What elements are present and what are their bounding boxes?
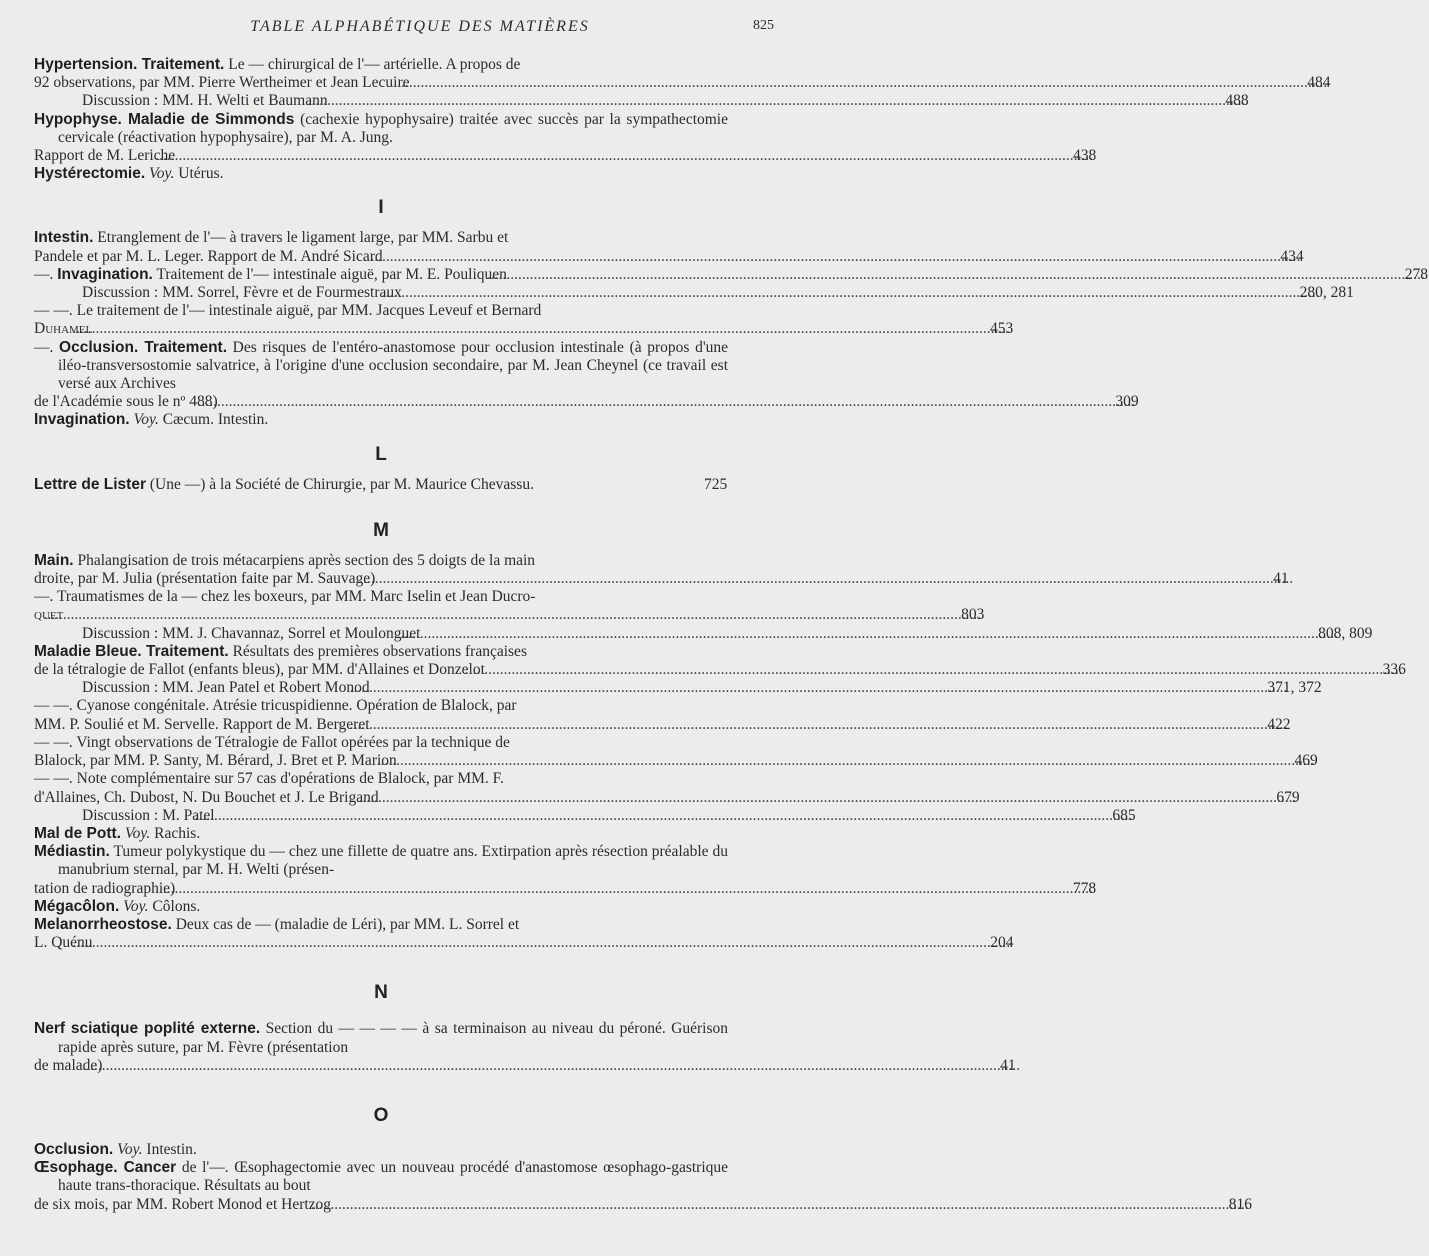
leader-line: quet ..... 803 bbox=[58, 606, 728, 624]
entry-text: de la tétralogie de Fallot (enfants bleus), par MM. d'Allaines et Donzelot bbox=[34, 661, 485, 679]
entry-keyword: Lettre de Lister bbox=[34, 475, 146, 493]
entry-text: Pandele et par M. L. Leger. Rapport de M. André Sicard bbox=[34, 247, 383, 265]
entry-keyword: Main. bbox=[34, 551, 74, 569]
voy-label: Voy. bbox=[123, 897, 149, 915]
leader-line: de six mois, par MM. Robert Monod et Hertzog ..... 816 bbox=[58, 1196, 728, 1214]
entry-text: d'Allaines, Ch. Dubost, N. Du Bouchet et J. Le Brigand bbox=[34, 788, 379, 806]
entry-cyanose bbox=[34, 697, 1291, 733]
leader-line: Pandele et par M. L. Leger. Rapport de M. André Sicard ..... 434 bbox=[58, 248, 728, 266]
entry-text: Cæcum. Intestin. bbox=[162, 411, 269, 429]
section-letter-l: L bbox=[375, 443, 387, 465]
entry-text: Discussion : MM. H. Welti et Baumann bbox=[82, 92, 328, 110]
entry-maladie-bleue bbox=[34, 642, 1406, 698]
entry-oesophage bbox=[34, 1159, 1253, 1214]
entry-text: tation de radiographie) bbox=[34, 879, 176, 897]
entry-mediastin bbox=[34, 843, 1097, 898]
entry-text: Côlons. bbox=[152, 897, 201, 915]
entry-main bbox=[34, 551, 1289, 588]
entry-text: Duhamel bbox=[34, 320, 93, 338]
entry-keyword: Invagination. bbox=[34, 411, 130, 429]
entry-occlusion bbox=[34, 338, 1139, 412]
entry-text: Discussion : MM. J. Chavannaz, Sorrel et Moulonguet bbox=[82, 624, 421, 642]
page-ref: 280, 281 bbox=[1299, 284, 1354, 302]
discussion-line bbox=[58, 284, 1354, 302]
entry-occlusion-voy bbox=[34, 1141, 728, 1159]
entry-melanorrheostose bbox=[34, 915, 1014, 952]
entry-keyword: Occlusion. bbox=[34, 1140, 114, 1158]
leader-line: MM. P. Soulié et M. Servelle. Rapport de M. Bergeret ..... 422 bbox=[58, 716, 728, 734]
entry-text: de l'—. Œsophagectomie avec un nouveau procédé d'anastomose œsophago-gastrique haute trans-thoracique. Résultats au bout bbox=[58, 1159, 729, 1195]
entry-invagination-voy bbox=[34, 411, 728, 429]
leader-line: tation de radiographie) ..... 778 bbox=[58, 880, 728, 898]
entry-keyword: Invagination. bbox=[57, 265, 153, 283]
leader-line: Lettre de Lister (Une —) à la Société de Chirurgie, par M. Maurice Chevassu. 725 bbox=[34, 475, 728, 493]
leader-line: de malade) ..... 41 bbox=[58, 1057, 728, 1075]
leader-line: Rapport de M. Leriche ..... 438 bbox=[58, 147, 728, 165]
entry-text: (cachexie hypophysaire) traitée avec succès par la sympathectomie cervicale (réactivation hypophysaire), par M. A. Jung. bbox=[58, 110, 728, 146]
section-letter-i: I bbox=[378, 197, 384, 219]
discussion-line bbox=[58, 624, 1373, 643]
entry-hypertension bbox=[34, 56, 1331, 111]
entry-text: Des risques de l'entéro-anastomose pour occlusion intestinale (à propos d'une iléo-transversostomie salvatrice, à l'origine d'une occlusion secondaire, par M. Jean Cheynel (ce travail est versé aux Archives bbox=[58, 338, 728, 393]
entry-text: — —. Note complémentaire sur 57 cas d'opérations de Blalock, par MM. F. bbox=[34, 770, 504, 788]
entry-text: Phalangisation de trois métacarpiens après section des 5 doigts de la main bbox=[77, 551, 536, 569]
discussion-line: Discussion : MM. H. Welti et Baumann ..... 488 bbox=[58, 92, 728, 110]
entry-keyword: Melanorrheostose. bbox=[34, 915, 172, 933]
entry-text: — —. Vingt observations de Tétralogie de Fallot opérées par la technique de bbox=[34, 733, 510, 751]
entry-keyword: Occlusion. Traitement. bbox=[59, 338, 228, 356]
entry-text: Résultats des premières observations françaises bbox=[232, 642, 527, 660]
index-content bbox=[34, 56, 1428, 1214]
leader-line: L. Quénu ..... 204 bbox=[58, 934, 728, 952]
entry-keyword: Intestin. bbox=[34, 229, 94, 247]
entry-text: de six mois, par MM. Robert Monod et Hertzog bbox=[34, 1195, 332, 1213]
running-title: TABLE ALPHABÉTIQUE DES MATIÈRES bbox=[250, 18, 590, 35]
entry-keyword: Hypophyse. Maladie de Simmonds bbox=[34, 110, 295, 128]
entry-text: Discussion : MM. Sorrel, Fèvre et de Fourmestraux bbox=[82, 284, 402, 302]
entry-text: L. Quénu bbox=[34, 934, 93, 952]
entry-text: Discussion : M. Patel bbox=[82, 806, 215, 824]
leader-line: de l'Académie sous le nº 488) ..... 309 bbox=[58, 393, 728, 411]
voy-label: Voy. bbox=[124, 824, 151, 842]
entry-traumatismes bbox=[34, 588, 1373, 643]
entry-text: Etranglement de l'— à travers le ligament large, par MM. Sarbu et bbox=[97, 229, 509, 247]
entry-text: —. Traumatismes de la — chez les boxeurs, par MM. Marc Iselin et Jean Ducro- bbox=[34, 588, 536, 606]
entry-text: Intestin. bbox=[146, 1140, 197, 1158]
page-number: 825 bbox=[753, 18, 774, 33]
entry-text: Rapport de M. Leriche bbox=[34, 147, 176, 165]
entry-text: Utérus. bbox=[178, 165, 224, 183]
entry-text: Le — chirurgical de l'— artérielle. A propos de bbox=[228, 56, 521, 73]
leader-line: 92 observations, par MM. Pierre Wertheimer et Jean Lecuire ..... 484 bbox=[58, 74, 728, 92]
entry-text: Deux cas de — (maladie de Léri), par MM. L. Sorrel et bbox=[175, 915, 520, 933]
entry-keyword: Nerf sciatique poplité externe. bbox=[34, 1020, 261, 1038]
entry-megacolon bbox=[34, 898, 728, 916]
entry-note-complementaire bbox=[34, 770, 1300, 825]
entry-text: — —. Cyanose congénitale. Atrésie tricuspidienne. Opération de Blalock, par bbox=[34, 697, 517, 715]
page-ref: 371, 372 bbox=[1267, 679, 1322, 697]
leader-line: Duhamel ..... 453 bbox=[58, 320, 728, 338]
discussion-line: Discussion : M. Patel ..... 685 bbox=[58, 807, 728, 825]
entry-text: Traitement de l'— intestinale aiguë, par M. E. Pouliquen bbox=[156, 265, 507, 283]
entry-lettre-lister bbox=[34, 476, 728, 494]
entry-keyword: Maladie Bleue. Traitement. bbox=[34, 642, 229, 660]
entry-vingt-observations bbox=[34, 733, 1318, 770]
entry-text: Discussion : MM. Jean Patel et Robert Monod bbox=[82, 679, 370, 697]
entry-invagination-2 bbox=[34, 302, 1014, 338]
entry-text: Rachis. bbox=[154, 824, 201, 842]
entry-text: de l'Académie sous le nº 488) bbox=[34, 393, 218, 411]
entry-text: 92 observations, par MM. Pierre Wertheimer et Jean Lecuire bbox=[34, 74, 410, 92]
voy-label: Voy. bbox=[117, 1140, 143, 1158]
entry-hysterectomie bbox=[34, 165, 728, 183]
voy-label: Voy. bbox=[133, 411, 159, 429]
entry-text: quet bbox=[34, 606, 64, 624]
entry-hypophyse bbox=[34, 110, 1097, 166]
leader-line: d'Allaines, Ch. Dubost, N. Du Bouchet et J. Le Brigand ..... 679 bbox=[58, 789, 728, 807]
leader-line: Blalock, par MM. P. Santy, M. Bérard, J. Bret et P. Marion ..... 469 bbox=[58, 752, 728, 770]
leader-line: de la tétralogie de Fallot (enfants bleus), par MM. d'Allaines et Donzelot ..... 336 bbox=[58, 661, 728, 679]
entry-keyword: Mal de Pott. bbox=[34, 824, 121, 842]
entry-invagination bbox=[34, 265, 1428, 302]
entry-text: de malade) bbox=[34, 1056, 103, 1074]
dash: —. bbox=[34, 338, 54, 356]
entry-nerf-sciatique bbox=[34, 1020, 1016, 1075]
entry-text: — —. Le traitement de l'— intestinale aiguë, par MM. Jacques Leveuf et Bernard bbox=[34, 302, 542, 320]
entry-text: (Une —) à la Société de Chirurgie, par M. Maurice Chevassu. bbox=[149, 475, 534, 493]
entry-text: Blalock, par MM. P. Santy, M. Bérard, J. Bret et P. Marion bbox=[34, 752, 397, 770]
section-letter-n: N bbox=[374, 982, 388, 1004]
entry-text: Section du — — — — à sa terminaison au niveau du péroné. Guérison rapide après suture, par M. Fèvre (présentation bbox=[58, 1020, 728, 1056]
section-letter-o: O bbox=[373, 1104, 389, 1126]
page-header bbox=[0, 18, 800, 40]
dash: —. bbox=[34, 265, 54, 283]
discussion-line bbox=[58, 679, 1322, 697]
entry-keyword: Hystérectomie. bbox=[34, 165, 146, 183]
entry-mal-de-pott bbox=[34, 825, 728, 843]
entry-keyword: Hypertension. Traitement. bbox=[34, 56, 225, 73]
page-ref: 808, 809 bbox=[1318, 624, 1373, 642]
entry-intestin bbox=[34, 229, 1304, 265]
voy-label: Voy. bbox=[149, 165, 175, 183]
entry-keyword: Mégacôlon. bbox=[34, 897, 120, 915]
entry-keyword: Œsophage. Cancer bbox=[34, 1159, 177, 1177]
entry-text: Tumeur polykystique du — chez une fillette de quatre ans. Extirpation après résection préalable du manubrium sternal, par M. H. Welti (présen- bbox=[58, 843, 728, 879]
leader-line: droite, par M. Julia (présentation faite par M. Sauvage) ..... 41 bbox=[58, 570, 728, 588]
entry-text: MM. P. Soulié et M. Servelle. Rapport de M. Bergeret bbox=[34, 715, 370, 733]
entry-text: droite, par M. Julia (présentation faite par M. Sauvage) bbox=[34, 570, 376, 588]
section-letter-m: M bbox=[373, 519, 389, 541]
leader-line: —. Invagination. Traitement de l'— intestinale aiguë, par M. E. Pouliquen ..... 278 bbox=[58, 266, 728, 284]
entry-keyword: Médiastin. bbox=[34, 843, 110, 861]
